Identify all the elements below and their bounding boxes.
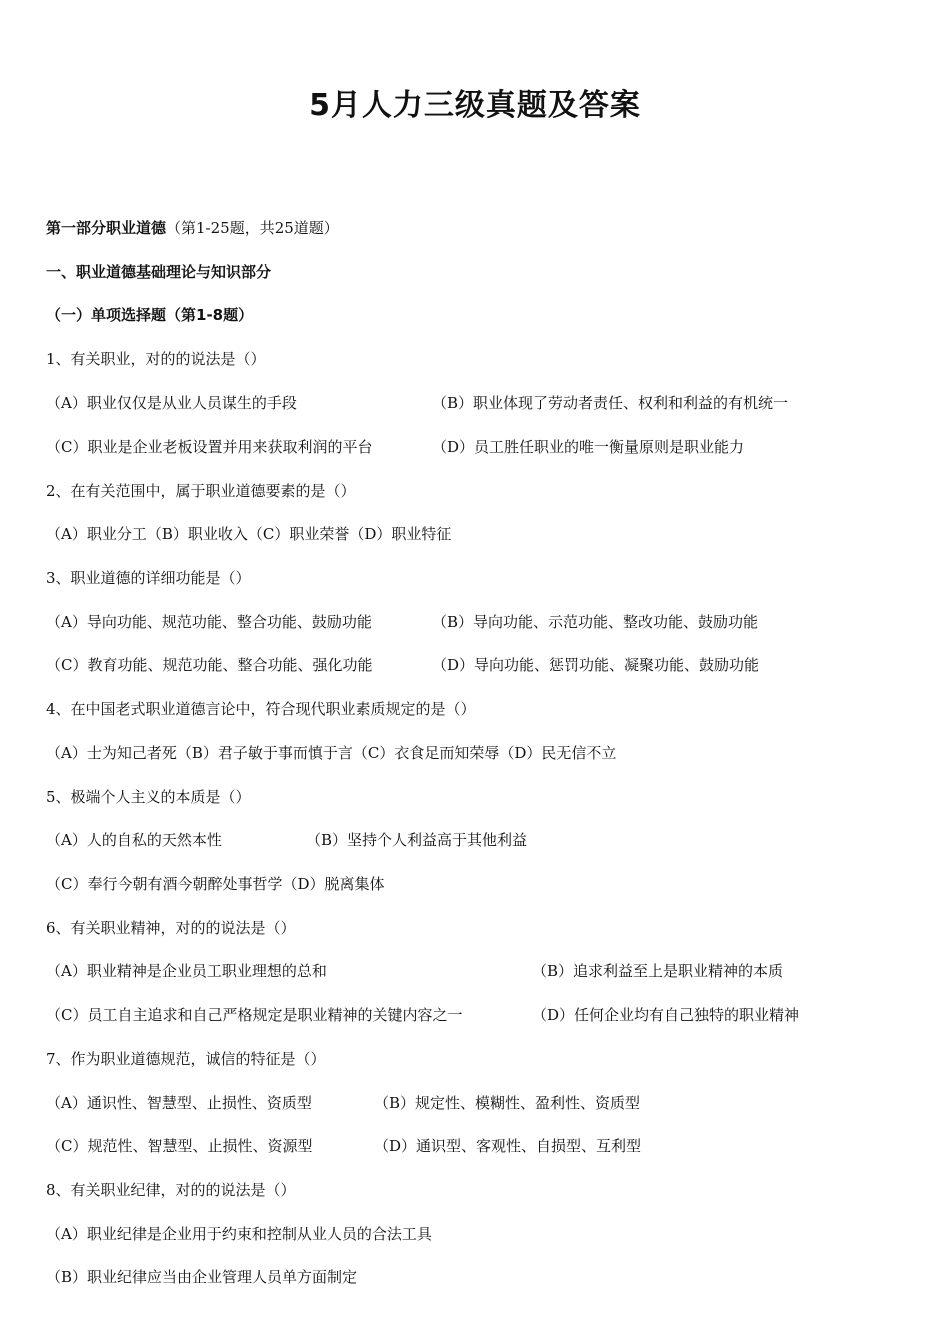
question-2-stem: 2、在有关范围中，属于职业道德要素的是（） — [46, 482, 356, 500]
question-6-option-c: （C）员工自主追求和自己严格规定是职业精神的关键内容之一 — [46, 1006, 463, 1024]
question-5-option-a: （A）人的自私的天然本性 — [46, 831, 222, 849]
question-7-option-c: （C）规范性、智慧型、止损性、资源型 — [46, 1137, 313, 1155]
document-title: 5月人力三级真题及答案 — [309, 88, 641, 123]
part-label: 第一部分职业道德 — [46, 219, 167, 237]
question-3-option-a: （A）导向功能、规范功能、整合功能、鼓励功能 — [46, 613, 372, 631]
question-5-stem: 5、极端个人主义的本质是（） — [46, 788, 251, 806]
question-5-option-b: （B）坚持个人利益高于其他利益 — [306, 831, 528, 849]
question-3-option-d: （D）导向功能、惩罚功能、凝聚功能、鼓励功能 — [432, 656, 760, 674]
question-7-option-a: （A）通识性、智慧型、止损性、资质型 — [46, 1094, 312, 1112]
question-8-stem: 8、有关职业纪律，对的的说法是（） — [46, 1181, 296, 1199]
question-7-option-d: （D）通识型、客观性、自损型、互利型 — [374, 1137, 642, 1155]
question-8-option-a: （A）职业纪律是企业用于约束和控制从业人员的合法工具 — [46, 1225, 432, 1243]
question-7-option-b: （B）规定性、模糊性、盈利性、资质型 — [374, 1094, 641, 1112]
question-3-option-b: （B）导向功能、示范功能、整改功能、鼓励功能 — [432, 613, 759, 631]
question-6-option-d: （D）任何企业均有自己独特的职业精神 — [532, 1006, 800, 1024]
question-4-stem: 4、在中国老式职业道德言论中，符合现代职业素质规定的是（） — [46, 700, 476, 718]
question-6-option-a: （A）职业精神是企业员工职业理想的总和 — [46, 962, 327, 980]
question-6-option-b: （B）追求利益至上是职业精神的本质 — [532, 962, 784, 980]
question-1-stem: 1、有关职业，对的的说法是（） — [46, 350, 266, 368]
question-4-options: （A）士为知己者死（B）君子敏于事而慎于言（C）衣食足而知荣辱（D）民无信不立 — [46, 744, 617, 762]
part-heading — [46, 217, 339, 239]
question-7-stem: 7、作为职业道德规范，诚信的特征是（） — [46, 1050, 326, 1068]
part-range: （第1-25题，共25道题） — [166, 219, 339, 237]
section-heading: 一、职业道德基础理论与知识部分 — [46, 263, 272, 281]
subsection-heading: （一）单项选择题（第1-8题） — [46, 306, 254, 324]
question-1-option-b: （B）职业体现了劳动者责任、权利和利益的有机统一 — [432, 394, 789, 412]
question-6-stem: 6、有关职业精神，对的的说法是（） — [46, 919, 296, 937]
question-1-option-a: （A）职业仅仅是从业人员谋生的手段 — [46, 394, 297, 412]
question-5-option-cd: （C）奉行今朝有酒今朝醉处事哲学（D）脱离集体 — [46, 875, 385, 893]
question-2-options: （A）职业分工（B）职业收入（C）职业荣誉（D）职业特征 — [46, 525, 452, 543]
question-8-option-b: （B）职业纪律应当由企业管理人员单方面制定 — [46, 1268, 358, 1286]
question-3-option-c: （C）教育功能、规范功能、整合功能、强化功能 — [46, 656, 373, 674]
question-3-stem: 3、职业道德的详细功能是（） — [46, 569, 251, 587]
question-1-option-c: （C）职业是企业老板设置并用来获取利润的平台 — [46, 438, 373, 456]
question-1-option-d: （D）员工胜任职业的唯一衡量原则是职业能力 — [432, 438, 745, 456]
